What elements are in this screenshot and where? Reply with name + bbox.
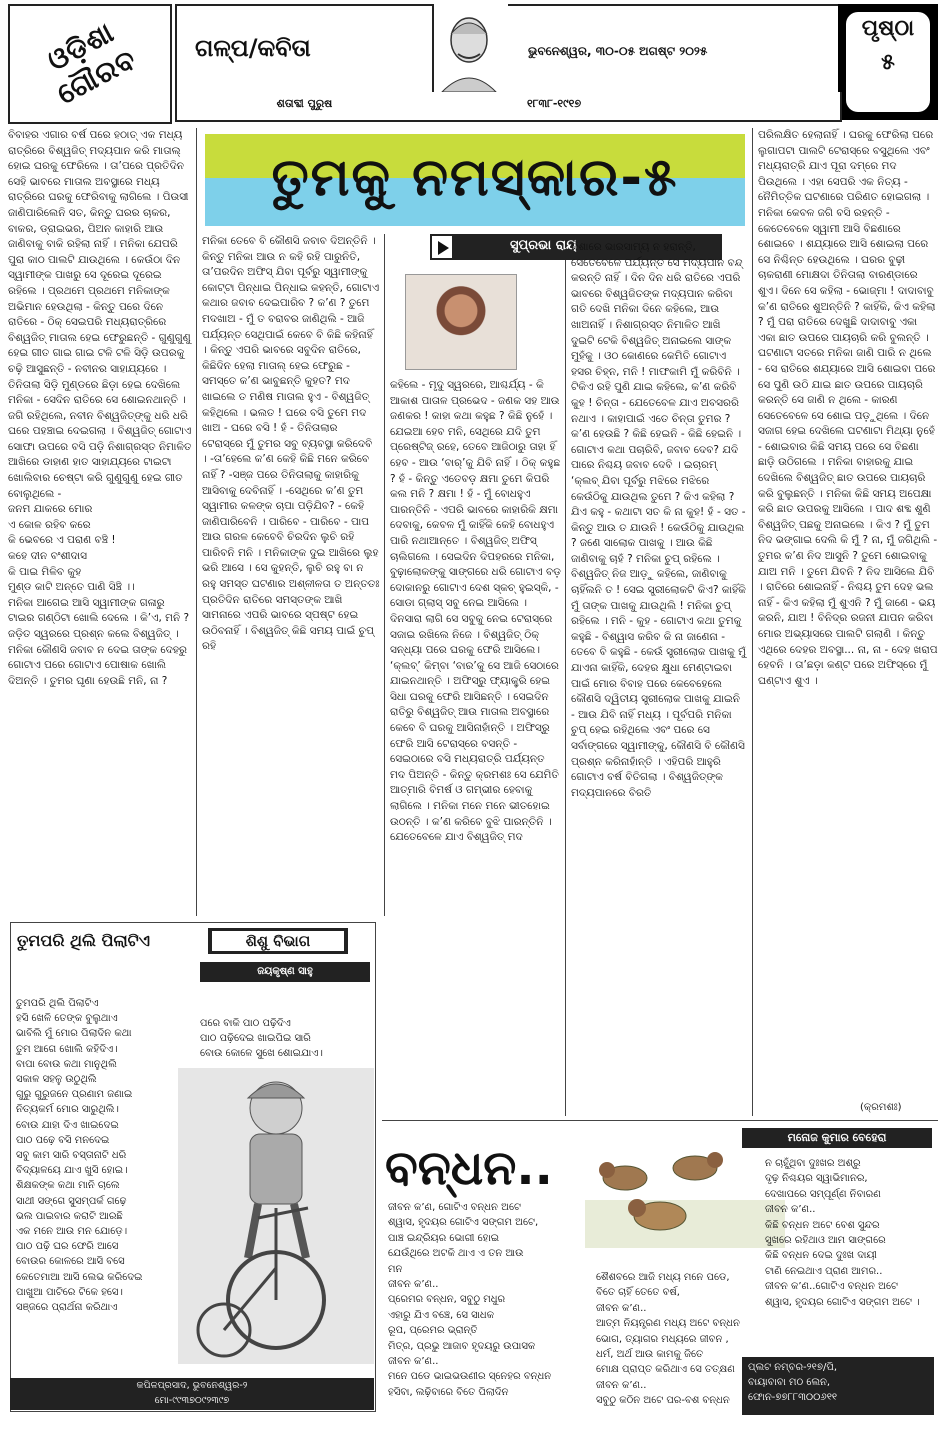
portrait-caption: ଶତାବ୍ଦୀ ପୁରୁଷ bbox=[276, 97, 333, 110]
column-divider bbox=[384, 234, 385, 916]
page-number-box bbox=[838, 4, 938, 120]
story-title-banner bbox=[205, 134, 745, 226]
portrait bbox=[432, 4, 506, 92]
section-header bbox=[175, 4, 434, 96]
header-strip bbox=[175, 92, 842, 122]
story-column-2: ମନିକା ତେବେ ବି କୌଣସି ଜବାବ ଦିଅନ୍ତିନି । କିନ୍ତୁ ମନିକା ଆଉ ନ କହି ରହି ପାରୁନିତି, ତା’ପରଦିନ ଅଫିସ୍ ଯିବା ପୂର୍ବରୁ ସ୍ୱାମୀଙ୍କୁ କୋଟ୍‌ଟା ପିନ୍ଧାଇ ପିନ୍ଧାଇ କହନ୍ତି, ଗୋଟାଏ କଥାର ଜବାବ ଦେଇପାରିବ ? କ’ଣ ? ତୁମେ ମଦଖାଅ - ମୁଁ ତ ବରାବର ଜାଣିଥିଲି - ଆଜି ପର୍ଯ୍ୟନ୍ତ ସେଥିପାଇଁ କେବେ ବି କିଛି କହିନାହିଁ । କିନ୍ତୁ ଏପରି ଭାବରେ ସବୁଦିନ ରାତିରେ, କିଛିଦିନ ହେଲା ମାତାଲ୍ ହେଇ ଫେରୁଛ - ସମସ୍ତେ କ’ଣ ଭାବୁଛନ୍ତି କୁହତ? ମଦ ଖାଇଲେ ତ ମଣିଷ ମାତାଲ ହୁଏ - ବିଶ୍ୱଜିତ୍ କହିଥିଲେ । ଭଲତ ! ଘରେ ବସି ତୁମେ ମଦ ଖାଅ - ଘରେ ବସି ! ହଁ - ତିନିତାଲାର ଟେରାସ୍‌ରେ ମୁଁ ତୁମର ସବୁ ବ୍ୟବସ୍ଥା କରିଦେବି । -ତା’ହେଲେ କ’ଣ କେହି କିଛି ମନେ କରିବେ ନାହିଁ ? -ସଞ୍ଜ ପରେ ତିନିତାଲାକୁ କାହାରିକୁ ଆସିବାକୁ ଦେବିନାହିଁ । -ସେଥିରେ କ’ଣ ତୁମ ସ୍ୱାମୀର କଳଙ୍କ ଚାପା ପଡ଼ିଯିବ? - କେହି ଜାଣିପାରିବେନି । ପାରିବେ - ପାରିବେ - ପାପ ଆଉ ଗରଳ କେବେବି ଚିରଦିନ ଲୁଚି ରହି ପାରିବନି ମନି । ମନିକାଙ୍କ ଦୁଇ ଆଖିରେ ଲୁହ ଭରି ଆସେ । ସେ କୁହନ୍ତି, ଲୁଚି ରହୁ ବା ନ ରହୁ ସମସ୍ତ ଘଟଣାର ଅଶ୍ଳୀଳତା ତ ଅନ୍ତତଃ ପ୍ରତିଦିନ ରାତିରେ ସମସ୍ତଙ୍କ ଆଖି ସାମନାରେ ଏପରି ଭାବରେ ସ୍ପଷ୍ଟ ହେଇ ଉଠିବନାହିଁ । ବିଶ୍ୱଜିତ୍ କିଛି ସମୟ ପାଇଁ ଚୁପ୍ ରହି bbox=[202, 235, 380, 653]
story-column-3: କହିଲେ - ମୃଦୁ ସ୍ୱରରେ, ଆଶ୍ଚର୍ଯ୍ୟ - କି ଆକାଶ ପାତାଳ ପ୍ରଭେଦ - ଜଣକ ସହ ଆଉ ଜଣକର ! କାହା କଥା କହୁଛ ? କିଛି ନୁହେଁ । ଯେଇଆ ହେବ ମନି, ସେଥିରେ ଯଦି ତୁମ ପ୍ରେଷ୍ଟିଜ୍ ରହେ, ତେବେ ଆଜିଠାରୁ ତାହା ହିଁ ହେବ - ଆଉ ‘ବାର୍’କୁ ଯିବି ନାହିଁ । ଠିକ୍ କହୁଛ ? ହଁ - କିନ୍ତୁ ଏତେବଡ଼ କ୍ଷମା ତୁମେ କିପରି କଲ ମନି ? କ୍ଷମା ! ହଁ - ମୁଁ ବୋଧହୁଏ ପାରନ୍ତିନି - ଏପରି ଭାବରେ କାହାରିକି କ୍ଷମା ଦେବାକୁ, କେବଳ ମୁଁ କାହିଁକି କେହି ବୋଧହୁଏ ପାରି ନଥାଆନ୍ତେ । ବିଶ୍ୱଜିତ୍ ଅଫିସ୍ ଚାଲିଗଲେ । ସେଇଦିନ ଦିପହରରେ ମନିକା, ବୁଢ଼ାଲୋକଙ୍କୁ ସାଙ୍ଗରେ ଧରି ଗୋଟାଏ ବଡ଼ ଦୋକାନରୁ ଗୋଟାଏ ଦେଶ ସ୍କଚ୍ ହୁଇସ୍କି, - ସୋଡା ଗ୍ଲାସ୍ ସବୁ ନେଇ ଆସିଲେ । ଦିନସାରା ଲାଗି ସେ ସବୁକୁ ନେଇ ଟେରାସ୍‌ରେ ସଜାଇ ରଖିଲେ ନିଜେ । ବିଶ୍ୱଜିତ୍ ଠିକ୍ ସନ୍ଧ୍ୟା ପରେ ଘରକୁ ଫେରି ଆସିଲେ। ‘କ୍ଲବ୍’ କିମ୍ବା ‘ବାର’କୁ ସେ ଆଜି ସେଠାରେ ଯାଇନଥାନ୍ତି । ଅଫିସ୍‌ରୁ ଫ୍ୟାକ୍ଟ୍ରି ହେଇ ସିଧା ଘରକୁ ଫେରି ଆସିଛନ୍ତି । ସେଇଦିନ ରାତିରୁ ବିଶ୍ୱଜିତ୍ ଆଉ ମାତାଲ ଅବସ୍ଥାରେ କେବେ ବି ଘରକୁ ଆସିନାହାଁନ୍ତି । ଅଫିସ୍‌ରୁ ଫେରି ଆସି ଟେରାସ୍‌ରେ ବସନ୍ତି - ସେଇଠାରେ ବସି ମଧ୍ୟରାତ୍ରି ପର୍ଯ୍ୟନ୍ତ ମଦ ପିଅନ୍ତି - କିନ୍ତୁ କ୍ରମଶଃ ସେ ଯେମିତି ଆତ୍ମାରି ବିମର୍ଷ ଓ ଗମ୍ଭୀର ହେବାକୁ ଲାଗିଲେ । ମନିକା ମନେ ମନେ ଭୀତହୋଇ ଉଠନ୍ତି । କ’ଣ କରିବେ ବୁଝି ପାରନ୍ତିନି । ଯେତେବେଳେ ଯାଏ ବିଶ୍ୱଜିତ୍ ମଦ bbox=[390, 379, 561, 844]
logo-text: ଓଡ଼ିଶା ଗୌରବ bbox=[42, 15, 142, 111]
column-divider bbox=[196, 128, 197, 916]
section-divider bbox=[382, 1120, 938, 1121]
story-author: ସୁପ୍ରଭା ରାୟ bbox=[510, 238, 577, 253]
portrait-icon bbox=[432, 4, 506, 92]
poem-column-a: ଜୀବନ କ’ଣ, ଗୋଟିଏ ବନ୍ଧନ ଅଟେ ଶ୍ୱାସ, ହୃଦୟର ଗୋଟିଏ ସଙ୍ଗମ ଅଟେ, ପାଞ୍ଚ ଇନ୍ଦ୍ରିୟର ଭୋଗୀ ହୋଇ ଯେଉଁଥିରେ ଅଟକି ଥାଏ ଏ ତନ ଆଉ ମନ ଜୀବନ କ’ଣ.. ପ୍ରେମର ବନ୍ଧନ, ସବୁଠୁ ମଧୁର ଏହାରୁ ଯିଏ ବଞ୍ଚେ, ସେ ସାଧକ ରୂପ, ପ୍ରେମର ଭ୍ରାନ୍ତି ମିତ୍ର, ପ୍ରଭୁ ଆଜାବ ହୃଦୟରୁ ଉପାସକ ଜୀବନ କ’ଣ.. ମନେ ପଡେ ଭାଇଭଉଣୀର ସ୍ନେହର ବନ୍ଧନ ହସିବା, ଲଢ଼ିବାରେ ବିତେ ପିଲାଦିନ bbox=[388, 1202, 552, 1398]
boy-on-bicycle-illustration bbox=[178, 1068, 374, 1364]
section-title: ଗଳ୍ପ/କବିତା bbox=[195, 34, 311, 62]
poet-address bbox=[742, 1357, 934, 1415]
continued-note: (କ୍ରମଶଃ) bbox=[860, 1102, 902, 1113]
story-column-1: ବିବାହର ଏଗାର ବର୍ଷ ପରେ ହଠାତ୍ ଏକ ମଧ୍ୟ ରାତ୍ରିରେ ବିଶ୍ୱଜିତ୍ ମଦ୍ୟପାନ କରି ମାତାଲ୍ ହୋଇ ଘରକୁ ଫେରିଲେ । ତା’ପରେ ପ୍ରତିଦିନ ସେହି ଭାବରେ ମାତାଲ ଅବସ୍ଥାରେ ମଧ୍ୟ ରାତ୍ରିରେ ଘରକୁ ଫେରିବାକୁ ଲାଗିଲେ । ପିଉସୀ ଜାଣିପାରିଲେନି ସତ, କିନ୍ତୁ ଘରର ଚାକର, ବାକର, ଡ୍ରାଇଭର, ପିଅନ କାହାରି ଆଉ ଜାଣିବାକୁ ବାକି ରହିଲା ନାହିଁ । ମନିକା ଯେପରି ପୁରା କାଠ ପାଲଟି ଯାଉଥିଲେ । କେଉଁଠା ଦିନ ସ୍ୱାମୀଙ୍କ ପାଖରୁ ସେ ଦୂରେଇ ଦୂରେଇ ରହିଲେ । ପ୍ରଥମେ ପ୍ରଥମେ ମନିକାଙ୍କ ଅଭିମାନ ହେଉଥିଲା - କିନ୍ତୁ ପରେ ଦିନେ ରାତିରେ - ଠିକ୍ ସେଇପରି ମଧ୍ୟରାତ୍ରିରେ ବିଶ୍ୱଜିତ୍ ମାତାଲ ହେଇ ଫେରୁଛନ୍ତି - ଗୁଣୁଗୁଣୁ ହେଇ ଗୀତ ଗାଇ ଗାଇ ଟଳି ଟଳି ସିଡ଼ି ଉପରକୁ ଚଢ଼ି ଆସୁଛନ୍ତି - ନବୀନର ସାହାଯ୍ୟରେ । ତିନିତାଲା ସିଡ଼ି ମୁଣ୍ଡରେ ଛିଡ଼ା ହେଇ ଦେଖିଲେ ମନିକା - ସେଦିନ ରାତିରେ ସେ ଶୋଇନଥାନ୍ତି । ଜଗି ରହିଥିଲେ, ନବୀନ ବିଶ୍ୱଜିତ୍‌ଙ୍କୁ ଧରି ଧରି ଘରେ ପହଞ୍ଚାଇ ଦେଇଗଲା । ବିଶ୍ୱଜିତ୍ ଗୋଟାଏ ସୋଫା ଉପରେ ବସି ପଡ଼ି ନିଶାଗ୍ରସ୍ତ ନିମାଳିତ ଆଖିରେ ଡାହାଣ ହାତ ସାହାଯ୍ୟରେ ଟାଇଟା ଖୋଲିବାର ଚେଷ୍ଟା କରି ଗୁଣୁଗୁଣୁ ହେଇ ଗୀତ ବୋଲୁଥିଲେ - ଜନମ ଯାକରେ ମୋର ଏ କୋଳ ରହିବ କରେ କି ଭେବରେ ଏ ପରାଣ ବଞ୍ଚି ! କହେ ଦୀନ ବଂଶୀଦାସ କି ପାଇ ମିଳିବ କୁହ ମୁଣ୍ଡ କାଟି ଅନ୍ତେ ପାଣି ସିଞ୍ଚି ।। ମନିକା ଆଗେଇ ଆସି ସ୍ୱାମୀଙ୍କ ଗଳାରୁ ଟାଇର ଗଣ୍ଠିଟା ଖୋଲି ଦେଲେ । କି’ଏ, ମନି ? ଜଡ଼ିତ ସ୍ୱରରେ ପ୍ରଶ୍ନ କଲେ ବିଶ୍ୱଜିତ୍ । ମନିକା କୌଣସି ଜବାବ ନ ଦେଇ ତାଙ୍କ ଦେହରୁ ଗୋଟାଏ ପରେ ଗୋଟାଏ ପୋଷାକ ଖୋଲି ଦିଅନ୍ତି । ତୁମର ଘୃଣା ହେଉଛି ମନି, ନା ? bbox=[8, 129, 192, 687]
page-number-inner bbox=[846, 12, 930, 112]
author-photo bbox=[405, 274, 517, 370]
story-column-5: ପରିଲକ୍ଷିତ ହେଲାନାହିଁ । ଘରକୁ ଫେରିଲା ପରେ ଲୁଗାପଟା ପାଲଟି ଟେରାସ୍‌ରେ ବସୁଥିଲେ ଏବଂ ମଧ୍ୟରାତ୍ରି ଯାଏ ପୂରା ଦମ୍‌ରେ ମଦ ପିଉଥିଲେ । ଏହା ସେପରି ଏକ ନିତ୍ୟ - ନୈମିତ୍ତିକ ଘଟଣାରେ ପରିଣତ ହୋଇଗଲା । ମନିକା କେବଳ ଜଗି ବସି ରହନ୍ତି - କେତେବେଳେ ସ୍ୱାମୀ ଆସି ବିଛଣାରେ ଶୋଇବେ । ଶଯ୍ୟାରେ ଆସି ଶୋଇଲା ପରେ ସେ ନିଶ୍ଚିନ୍ତ ହେଉଥିଲେ । ଘରର ବୁଢ଼ୀ ଚାକରାଣୀ ମୋକ୍ଷଦା ତିନିତାଲା ବାରଣ୍ଡାରେ ଶୁଏ। ଦିନେ ସେ କହିଲା - ଭୋଜ୍ମା ! ଦାଦାବାବୁ କ’ଣ ରାତିରେ ଶୁଅନ୍ତିନି ? କାହିଁକି, କିଏ କହିଲା ? ମୁଁ ପରା ରାତିରେ ଦେଖୁଛି ଦାଦାବାବୁ ଏକା ଏକା ଛାତ ଉପରେ ପାୟଚାରି କରି ବୁଲନ୍ତି । ଘଟଣାଟା ସତରେ ମନିକା ଜାଣି ପାରି ନ ଥିଲେ - ସେ ରାତିରେ ଶଯ୍ୟାରେ ଆସି ଶୋଇବା ପରେ ସେ ପୁଣି ଉଠି ଯାଇ ଛାତ ଉପରେ ପାୟଚାରି କରନ୍ତି ସେ ଜାଣି ନ ଥିଲେ - କାରଣ ସେତେବେଳେ ସେ ଶୋଇ ପଡ଼ୁଥିଲେ । ଦିନେ ସଜାଗ ହେଇ ଦେଖିଲେ ଘଟଣାଟା ମିଥ୍ୟା ନୁହେଁ - ଶୋଇବାର କିଛି ସମୟ ପରେ ସେ ବିଛଣା ଛାଡ଼ି ଉଠିଗଲେ । ମନିକା ବାହାରକୁ ଯାଇ ଦେଖିଲେ ବିଶ୍ୱଜିତ୍ ଛାତ ଉପରେ ପାୟଚାରି କରି ବୁଲୁଛନ୍ତି । ମନିକା କିଛି ସମୟ ଅପେକ୍ଷା କରି ଛାତ ଉପରକୁ ଆସିଲେ । ପାଦ ଶବ୍ଦ ଶୁଣି ବିଶ୍ୱଜିତ୍ ପଛକୁ ଅନାଇଲେ । କିଏ ? ମୁଁ ତୁମ ନିଦ ଭଙ୍ଗାଇ ଦେଲି କି ମୁଁ ? ନା, ମୁଁ ଜଗିଥିଲି - ତୁମର କ’ଣ ନିଦ ଆସୁନି ? ତୁମେ ଶୋଇବାକୁ ଯାଅ ମନି । ତୁମେ ଯିବନି ? ନିଦ ଆସିଲେ ଯିବି । ରାତିରେ ଶୋଇନାହିଁ - ନିଶ୍ଚୟ ତୁମ ଦେହ ଭଲ ନାହିଁ - କିଏ କହିଲା ମୁଁ ଶୁଏନି ? ମୁଁ ଜାଣେ - ଭୟ କରନି, ଯାଅ ! ବିନିଦ୍ର ରଜନୀ ଯାପନ କରିବା ମୋର ଅଭ୍ୟାସରେ ପାଲଟି ଗଲାଣି । କିନ୍ତୁ ଏଥିରେ ଦେହର ଅବସ୍ଥା... ନା, ନା - ଦେହ ଖରାପ ହେବନି । ତା’ଛଡ଼ା କଣ୍ଟ ପରେ ଅଫିସ୍‌ରେ ମୁଁ ଘଣ୍ଟାଏ ଶୁଏ । bbox=[758, 129, 938, 687]
poem-title: ବନ୍ଧନ.. bbox=[385, 1140, 553, 1196]
sparrow-icon bbox=[585, 1128, 745, 1248]
kids-poem-author: ଜୟକୃଷ୍ଣ ସାହୁ bbox=[200, 962, 370, 982]
page-number: ୫ bbox=[881, 50, 895, 75]
kids-poem-footer bbox=[10, 1378, 374, 1410]
story-column-4: ନିଶାରେ ଭାରସାମ୍ୟ ନ ହରାନ୍ତି, ସେତେବେଳେ ପର୍ଯ୍ୟନ୍ତ ସେ ମଦ୍ୟପାନ ବନ୍ଦ୍ କରନ୍ତି ନାହିଁ । ଦିନ ଦିନ ଧରି ରାତିରେ ଏପରି ଭାବରେ ବିଶ୍ୱଜିତଙ୍କ ମଦ୍ୟପାନ କରିବା ଗତି ଦେଖି ମନିକା ଦିନେ କହିଲେ, ଆଉ ଖାଅନାହିଁ । ନିଶାଗ୍ରସ୍ତ ନିମାଳିତ ଆଖି ଦୁଇଟି ଟେକି ବିଶ୍ୱଜିତ୍ ଅନାଇଲେ ସାଙ୍କ ମୁହଁକୁ । ଓଠ କୋଣରେ କେମିତି ଗୋଟାଏ ହସର ଚିହ୍ନ, ମନି ! ମାଫକାମି ମୁଁ କରିବିନି । ଟିକିଏ ରହି ପୁଣି ଯାଇ କହିଲେ, କ’ଣ କରିବି କୁହ ! ଚିନ୍ତା - ଯେତେବେଳ ଯାଏ ଅବସରରି ନଥାଏ । କାହାପାଇଁ ଏତେ ଚିନ୍ତା ତୁମର ? କ’ଣ ହେଉଛି ? କିଛି ହେଇନି - କିଛି ହେଇନି । ଗୋଟାଏ କଥା ପଚାରିବି, ଜବାବ ଦେବ? ଯଦି ପାରେ ନିଶ୍ଚୟ ଜବାବ ଦେବି । ଇଚାରମ୍ ‘କ୍ଲବ୍ ଯିବା ପୂର୍ବରୁ ମଝିରେ ମଝିରେ କେଉଁଠିକୁ ଯାଉଥିଲ ତୁମେ ? କିଏ କହିଲା ? ଯିଏ କହୁ - କଥାଟା ସତ କି ନା କୁହ! ହଁ - ସତ - କିନ୍ତୁ ଆଉ ତ ଯାଉନି ! କେଉଁଠିକୁ ଯାଉଥିଲ ? ଜଣେ ସାଲୋକ ପାଖକୁ । ଆଉ କିଛି ଜାଣିବାକୁ ଚାହଁ ? ମନିକା ଚୁପ୍ ରହିଲେ । ବିଶ୍ୱଜିତ୍ ନିଜ ଆଡ଼ୁ କହିଲେ, ଜାଣିବାକୁ ଚାହିଁଲନି ତ ! ସେଇ ସ୍ତ୍ରୀଲୋକଟି କିଏ? କାହିଁକି ମୁଁ ତାଙ୍କ ପାଖକୁ ଯାଉଥିଲି ! ମନିକା ଚୁପ୍ ରହିଲେ । ମନି - କୁହ - ଗୋଟାଏ କଥା ତୁମକୁ କହୁଛି - ବିଶ୍ୱାସ କରିବ କି ନା ଜାଣେନା - ତେବେ ବି କହୁଛି - କେଉଁ ସ୍ତ୍ରୀଲୋକ ପାଖକୁ ମୁଁ ଯାଏନା କାହିଁକି, ଦେହର କ୍ଷୁଧା ମେଣ୍ଟାଇବା ପାଇଁ ମୋର ବିବାହ ପରେ କେବେହେଲେ କୌଣସି ଦ୍ୱିତୀୟ ସ୍ତ୍ରୀଲୋକ ପାଖକୁ ଯାଇନି - ଆଉ ଯିବି ନାହିଁ ମଧ୍ୟ । ପୂର୍ବପରି ମନିକା ଚୁପ୍ ହେଇ ରହିଥିଲେ ଏବଂ ପରେ ସେ ସର୍ବାଙ୍ଗରେ ସ୍ୱାମୀଙ୍କୁ, କୌଣସି ବି କୌଣସି ପ୍ରଶ୍ନ କରିନାହାଁନ୍ତି । ଏହିପରି ଆହୁରି ଗୋଟାଏ ବର୍ଷ ବିତିଗଲା । ବିଶ୍ୱଜିତ୍‌ଙ୍କ ମଦ୍ୟପାନରେ ବିରତି bbox=[571, 241, 746, 799]
play-icon bbox=[430, 234, 454, 260]
kids-section-text: ଶିଶୁ ବିଭାଗ bbox=[212, 931, 344, 951]
poem-column-b: ଶୈଶବରେ ଆଜି ମଧ୍ୟ ମନେ ପଡେ, ବିତେ ଚାହିଁ ତେତେ ବର୍ଷ, ଜୀବନ କ’ଣ.. ଆତ୍ମ ନିୟନ୍ତ୍ରଣ ମଧ୍ୟ ଅଟେ ବନ୍ଧନ ଭୋଗ, ତ୍ୟାଗର ମଧ୍ୟରେ ଜୀବନ , ଧର୍ମ, ଅର୍ଥ ଆଉ କାମକୁ ଜିତେ ମୋକ୍ଷ ପ୍ରାପ୍ତ କରିଥାଏ ସେ ତତ୍‌କ୍ଷଣ ଜୀବନ କ’ଣ.. ସବୁଠୁ କଠିନ ଅଟେ ପର-ବଶ ବନ୍ଧନ bbox=[596, 1272, 740, 1407]
dateline-box bbox=[508, 4, 838, 96]
kids-poem-right: ପରେ ବାକି ପାଠ ପଢ଼ିଦିଏ ପାଠ ପଢ଼ିଦେଇ ଖାଇପିଇ ସାରି ବୋଉ କୋଳେ ସୁଖେ ଶୋଇଯାଏ। bbox=[200, 1018, 323, 1059]
newspaper-logo bbox=[8, 4, 172, 124]
years: ୧୮୩୮-୧୯୧୭ bbox=[527, 97, 582, 110]
kids-address: କପିଳପ୍ରସାଦ, ଭୁବନେଶ୍ୱର-୨ bbox=[136, 1380, 248, 1391]
poet-name: ମନୋଜ କୁମାର ବେହେରା bbox=[742, 1128, 932, 1148]
page-label: ପୃଷ୍ଠା bbox=[861, 16, 915, 41]
column-divider bbox=[565, 234, 566, 1116]
dateline: ଭୁବନେଶ୍ୱର, ୩୦-୦୫ ଅଗଷ୍ଟ ୨୦୨୫ bbox=[528, 44, 708, 58]
poet-lane: ବାୟାବାବା ମଠ ଲେନ, bbox=[748, 1377, 831, 1388]
column-divider bbox=[752, 128, 753, 1116]
kids-section-label bbox=[208, 928, 348, 954]
poet-plot: ପ୍ଲଟ ନମ୍ବର-୨୧୭/ପି, bbox=[748, 1362, 838, 1373]
poem-column-c: ନ ଚାହୁଁଥିବା ଦୁଃଖର ଅଶ୍ରୁ ଦୃଢ଼ ନିଶ୍ଚୟର ସ୍ୱାଭିମାନର, ଦେଖାପରେ ସମ୍ପୂର୍ଣ୍ଣ ନିବାରଣ ଜୀବନ କ’ଣ.. କିଛି ବନ୍ଧନ ଅଟେ ବେଶ ସୁନ୍ଦର ସୁଖରେ ରହିଥାଓ ଆମ ସାଙ୍ଗରେ କିଛି ବନ୍ଧନ ଦେଇ ଦୁଃଖ ଦାୟୀ ଟାଣି ନେଇଥାଏ ପ୍ରାଣ ଆମର.. ଜୀବନ କ’ଣ..ଗୋଟିଏ ବନ୍ଧନ ଅଟେ ଶ୍ୱାସ, ହୃଦୟର ଗୋଟିଏ ସଙ୍ଗମ ଅଟେ । bbox=[765, 1158, 920, 1308]
poet-phone: ଫୋନ-୭୭୮୮୩୦୦୬୧୧ bbox=[748, 1392, 838, 1403]
story-title: ତୁମକୁ ନମସ୍କାର-୫ bbox=[271, 148, 679, 208]
kids-poem-left: ତୁମପରି ଥିଲି ପିଲାଟିଏ ହସି ଖେଳି ତେଙ୍କ ବୁଲୁଥାଏ ଭାବିଲି ମୁଁ ମୋର ପିଲାଦିନ କଥା ତୁମ ଆଗେ ଖୋଲି କହିଦିଏ। ବାପା ବୋଉ କଥା ମାନୁଥିଲି ସକାଳ ସହଳୁ ଉଠୁଥିଲି ଗୁରୁ ଗୁରୁଜନେ ପ୍ରଣାମ ଜଣାଇ ନିତ୍ୟକର୍ମ ମୋର ସାରୁଥିଲି। ବୋଉ ଯାହା ଦିଏ ଖାଇଦେଇ ପାଠ ପଢ଼େ ବସି ମନଦେଇ ସବୁ କାମ ସାରି ବସ୍ତାନାଟି ଧରି ବିଦ୍ୟାଳୟେ ଯାଏ ଖୁସି ହୋଇ। ଶିକ୍ଷକଙ୍କ କଥା ମାନି ଚାଲେ ସାଥୀ ସଙ୍ଗେ ସୁସମ୍ପର୍କ ଗଢ଼େ ଭଲ ପାଇବାର କରାଟି ଆରଛି ଏକ ମନେ ଆଉ ମନ ଯୋଡ଼େ। ପାଠ ପଢ଼ି ଘର ଫେରି ଆସେ ବୋଉର କୋଳରେ ଆସି ବସେ କେତେମାଆ ଆସି ଲେଭ କରିଦେଇ ପାଖୁଆ ପାଟିରେ ଟିକେ ହସେ। ସଞ୍ଜରେ ପ୍ରାର୍ଥନା କରିଥାଏ bbox=[16, 998, 143, 1314]
kids-phone: ମୋ-୯୯୩୭୦୯୨୩୯୭ bbox=[154, 1395, 230, 1406]
kids-poem-title: ତୁମପରି ଥିଲି ପିଲାଟିଏ bbox=[17, 931, 151, 950]
bicycle-icon bbox=[178, 1068, 374, 1364]
